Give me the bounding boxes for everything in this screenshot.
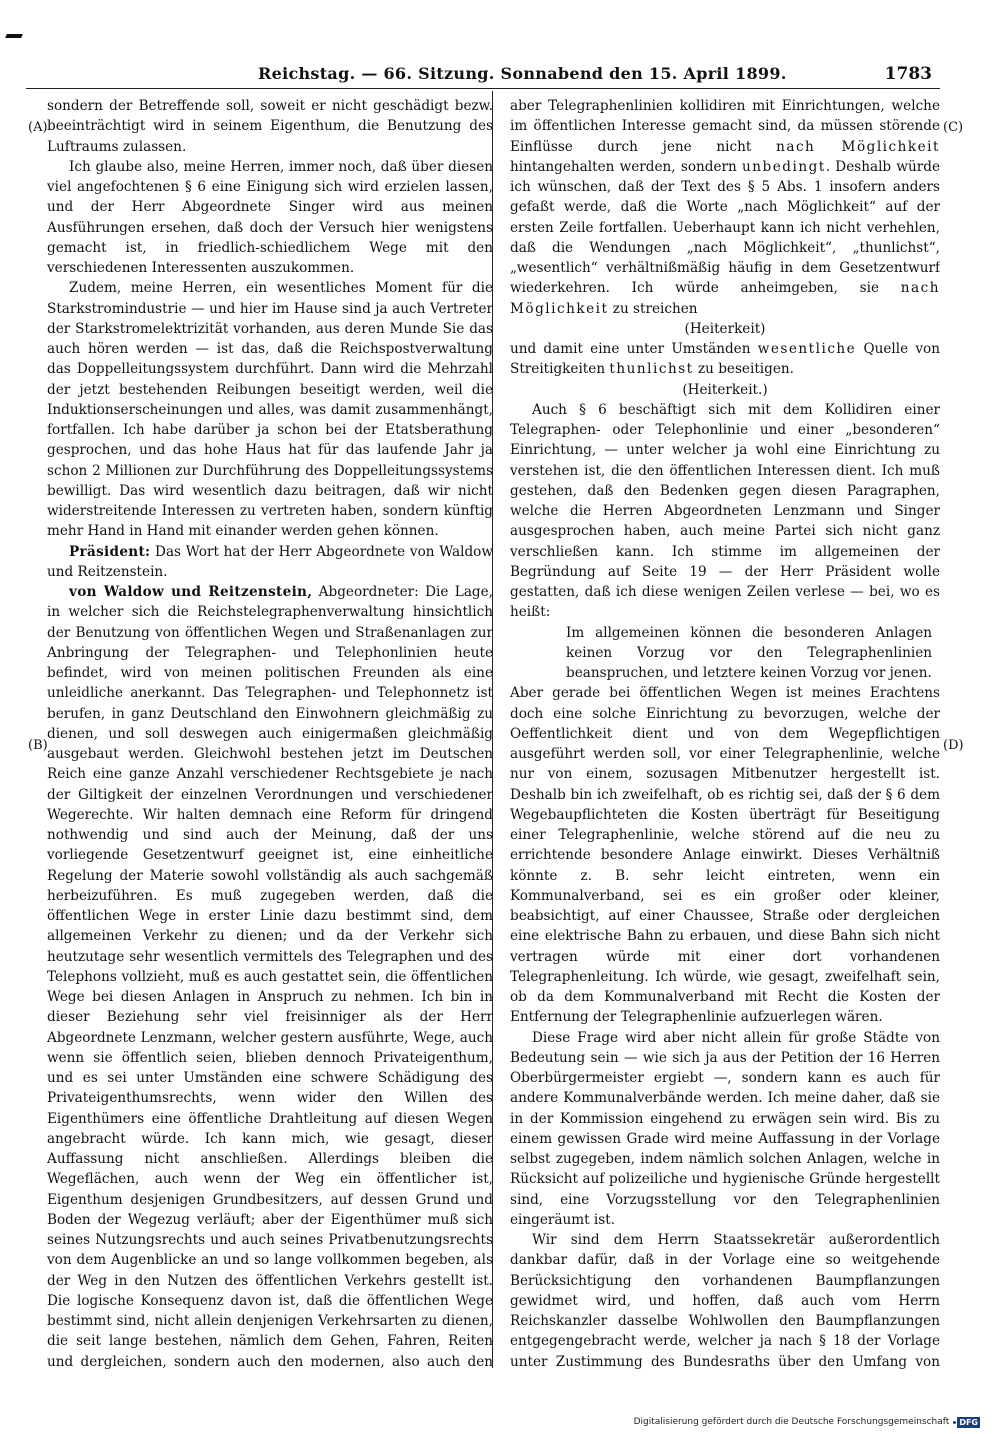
margin-label-c: (C): [943, 120, 964, 135]
spaced-emphasis: nach Möglichkeit: [776, 138, 940, 155]
text-run: Quelle von Streitigkeiten: [510, 341, 940, 378]
footer: [634, 1414, 980, 1430]
dfg-logo-icon: [953, 1417, 980, 1428]
spaced-emphasis: thunlichst: [609, 361, 694, 378]
left-column: [47, 96, 493, 1371]
paragraph: [510, 339, 940, 380]
footer-text: Digitalisierung gefördert durch die Deutsche Forschungsgemeinschaft: [633, 1417, 950, 1427]
paragraph: Diese Frage wird aber nicht allein für große Städte von Bedeutung sein — wie sich ja aus der Petition der 16 Herren Oberbürgermeister ergiebt —, sondern kann es auch für andere Kommunalverbände werden. Ich meine daher, daß sie in der Kommission eingehend zu erwägen sein wird. Bis zu einem gewissen Grade wird meine Auffassung in der Vorlage selbst zugegeben, indem nämlich solchen Anlagen, welche in Rücksicht auf polizeiliche und hygienische Gründe hergestellt sind, eine Vorzugsstellung vor den Telegraphenlinien eingeräumt ist.: [510, 1029, 940, 1228]
paragraph: Ich glaube also, meine Herren, immer noch, daß über diesen viel angefochtenen § 6 eine Einigung sich wird erzielen lassen, und der Herr Abgeordnete Singer wird aus meinen Ausführungen ersehen, daß doch der Versuch hier wenigstens gemacht ist, in friedlich-schiedlichem Wege mit den verschiedenen Interessenten auszukommen.: [47, 158, 493, 276]
paragraph: Aber gerade bei öffentlichen Wegen ist meines Erachtens doch eine solche Einrichtung zu bevorzugen, welche der Oeffentlichkeit dient und von dem Wegepflichtigen ausgeführt werden soll, vor einer Telegraphenlinie, welche nur von einem, sozusagen Mitbenutzer hergestellt ist. Deshalb bin ich zweifelhaft, ob es richtig sei, daß der § 6 dem Wegebaupflichteten die Kosten überträgt für Beseitigung einer Telegraphenlinie, welche störend auf die neu zu errichtende besondere Anlage einwirkt. Dieses Verhältniß könnte z. B. sehr leicht eintreten, wenn ein Kommunalverband, sei es ein großer oder kleiner, beabsichtigt, auf einer Chaussee, Straße oder dergleichen eine elektrische Bahn zu erbauen, und diese Bahn sich nicht vertragen würde mit einer dort vorhandenen Telegraphenleitung. Ich würde, wie gesagt, zweifelhaft sein, ob da dem Kommunalverband mit Recht die Kosten der Entfernung der Telegraphenlinie aufzuerlegen wären.: [510, 685, 940, 1026]
margin-label-a: (A): [28, 120, 48, 135]
text-run: und damit eine unter Umständen: [510, 341, 758, 357]
header-title: Reichstag. — 66. Sitzung. Sonnabend den 15. April 1899.: [258, 64, 787, 83]
speaker-name: von Waldow und Reitzenstein,: [69, 584, 313, 600]
page-number: 1783: [884, 64, 932, 84]
block-quote: Im allgemeinen können die besonderen Anlagen keinen Vorzug vor den Telegraphenlinien beanspruchen, und letztere keinen Vorzug vor jenen.: [566, 624, 932, 681]
corner-mark: [5, 34, 23, 38]
dfg-logo-text: DFG: [959, 1417, 978, 1427]
spaced-emphasis: unbedingt: [742, 158, 826, 175]
speech-text: Das Wort hat der Herr Abgeordnete von Waldow und Reitzenstein.: [47, 543, 493, 580]
text-run: . Deshalb würde ich wünschen, daß der Text des § 5 Abs. 1 insofern anders gefaßt werde, daß die Worte „nach Möglichkeit“ auf der ersten Zeile fortfallen. Ueberhaupt kann ich nicht verhehlen, daß die Wendungen „nach Möglichkeit“, „thunlichst“, „wesentlich“ verhältnißmäßig häufig in dem Gesetzentwurf wiederkehren. Ich würde anheimgeben, sie: [510, 158, 940, 297]
speaker-paragraph: [47, 542, 493, 583]
running-header: [28, 60, 938, 90]
speaker-name: Präsident:: [69, 543, 151, 560]
interjection: (Heiterkeit): [684, 320, 766, 337]
text-run: zu beseitigen.: [693, 361, 794, 378]
interjection: (Heiterkeit.): [682, 381, 768, 398]
right-column: [510, 96, 940, 1371]
text-run: zu streichen: [608, 300, 698, 317]
speaker-paragraph: [47, 582, 493, 1371]
margin-label-d: (D): [943, 738, 964, 753]
spaced-emphasis: nach Möglichkeit: [510, 280, 940, 317]
paragraph: Auch § 6 beschäftigt sich mit dem Kollidiren einer Telegraphen- oder Telephonlinie und einer „besonderen“ Einrichtung, — unter welcher ja wohl eine Einrichtung zu verstehen ist, die den öffentlichen Interessen dient. Ich muß gestehen, daß den Bedenken gegen diesen Paragraphen, welche die Herren Abgeordneten Lenzmann und Singer ausgesprochen haben, auch meine Partei sich nicht ganz verschließen kann. Ich stimme im allgemeinen der Begründung auf Seite 19 — der Herr Präsident wolle gestatten, daß ich diese wenigen Zeilen verlese — bei, wo es heißt:: [510, 401, 940, 621]
paragraph: Zudem, meine Herren, ein wesentliches Moment für die Starkstromindustrie — und hier im Hause sind ja auch Vertreter der Starkstromelektrizität vorhanden, aus deren Munde Sie das auch hören werden — ist das, daß die Reichspostverwaltung das Doppelleitungssystem durchführt. Dann wird die Mehrzahl der jetzt bestehenden Reibungen beseitigt werden, weil die Induktionserscheinungen und alles, was damit zusammenhängt, fortfallen. Ich habe darüber ja schon bei der Etatsberathung gesprochen, und das hohe Haus hat für das laufende Jahr ja schon 2 Millionen zur Durchführung des Doppelleitungssystems bewilligt. Das wird wesentlich dazu beitragen, daß wir nicht widerstreitende Interessen zu vertreten haben, sondern künftig mehr Hand in Hand mit einander werden gehen können.: [47, 280, 493, 540]
paragraph: [510, 96, 940, 319]
spaced-emphasis: wesentliche: [757, 341, 857, 357]
paragraph: Wir sind dem Herrn Staatssekretär außerordentlich dankbar dafür, daß in der Vorlage eine so weitgehende Berücksichtigung den vorhandenen Baumpflanzungen gewidmet wird, und hoffen, daß auch vom Herrn Reichskanzler dasselbe Wohlwollen den Baumpflanzungen entgegengebracht werde, welcher ja nach § 18 der Vorlage unter Zustimmung des Bundesraths über den Umfang von: [510, 1232, 940, 1370]
header-rule: [26, 88, 940, 89]
text-run: aber Telegraphenlinien kollidiren mit Einrichtungen, welche im öffentlichen Interesse gemacht sind, da müssen störende Einflüsse durch jene nicht: [510, 98, 940, 155]
paragraph: sondern der Betreffende soll, soweit er nicht geschädigt bezw. beeinträchtigt wird in seinem Eigenthum, die Benutzung des Luftraums zulassen.: [47, 98, 493, 155]
text-run: hintangehalten werden, sondern: [510, 158, 743, 175]
speech-text: Abgeordneter: Die Lage, in welcher sich die Reichstelegraphenverwaltung hinsichtlich der Benutzung von öffentlichen Wegen und Straßenanlagen zur Anbringung der Telegraphen- und Telephonlinien heute befindet, wird von meinen politischen Freunden als eine unleidliche anerkannt. Das Telegraphen- und Telephonnetz ist berufen, in ganz Deutschland den Einwohnern gleichmäßig zu dienen, und soll deswegen auch einigermaßen gleichmäßig ausgebaut werden. Gleichwohl bestehen jetzt im Deutschen Reich eine ganze Anzahl verschiedener Rechtsgebiete je nach der Giltigkeit der einzelnen Verordnungen und verschiedener Wegerechte. Wir halten demnach eine Reform für dringend nothwendig und sind auch der Meinung, daß der uns vorliegende Gesetzentwurf geeignet ist, eine einheitliche Regelung der Materie sowohl vollständig als auch sachgemäß herbeizuführen. Es muß zugegeben werden, daß die öffentlichen Wege in erster Linie dazu bestimmt sind, dem allgemeinen Verkehr zu dienen; und da der Verkehr sich heutzutage sehr wesentlich vermittels des Telegraphen und des Telephons vollzieht, muß es auch gestattet sein, die öffentlichen Wege bei diesen Anlagen in Anspruch zu nehmen. Ich bin in dieser Beziehung sehr viel freisinniger als der Herr Abgeordnete Lenzmann, welcher gestern ausführte, Wege, auch wenn sie öffentlich seien, blieben dennoch Privateigenthum, und es sei unter Umständen eine schwere Schädigung des Privateigenthumsrechts, wenn wider den Willen des Eigenthümers eine öffentliche Drahtleitung auf diesen Wegen angebracht würde. Ich kann mich, wie gesagt, dieser Auffassung nicht anschließen. Allerdings bleiben die Wegeflächen, auch wenn der Weg ein öffentlicher ist, Eigenthum desjenigen Grundbesitzers, auf dessen Grund und Boden der Wegezug verläuft; aber der Eigenthümer muß sich seines Nutzungsrechts und auch seines Privatbenutzungsrechts von dem Augenblicke an und so lange vollkommen begeben, als der Weg in den Nutzen des öffentlichen Verkehrs gestellt ist. Die logische Konsequenz davon ist, daß die öffentlichen Wege bestimmt sind, nicht allein denjenigen Verkehrsarten zu dienen, die seit lange bestehen, nämlich dem Gehen, Fahren, Reiten und dergleichen, sondern auch den modernen, also auch den: [47, 584, 493, 1370]
margin-label-b: (B): [28, 738, 48, 753]
